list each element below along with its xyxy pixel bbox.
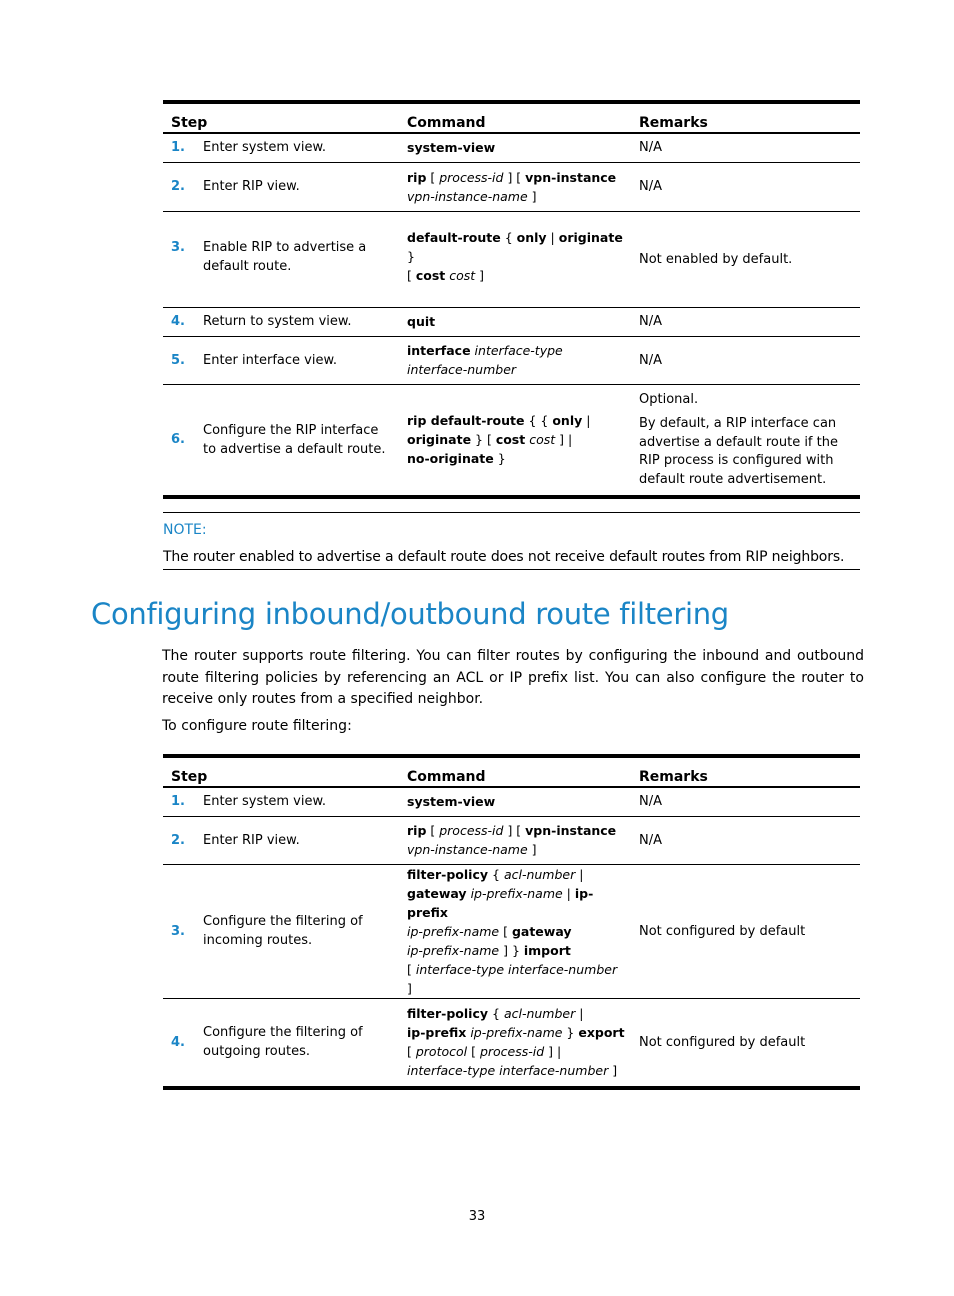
header-remarks: Remarks xyxy=(631,102,860,133)
remarks-cell: N/A xyxy=(631,336,860,384)
step-text: Enter RIP view. xyxy=(193,816,399,864)
remarks-cell: Not configured by default xyxy=(631,864,860,998)
section-intro: To configure route filtering: xyxy=(162,718,352,734)
command-cell: rip [ process-id ] [ vpn-instance vpn-instance-name ] xyxy=(399,816,631,864)
rip-default-route-table xyxy=(163,100,860,499)
header-command: Command xyxy=(399,756,631,787)
step-number: 6. xyxy=(163,384,193,497)
remarks-cell: N/A xyxy=(631,162,860,211)
step-text: Enter system view. xyxy=(193,133,399,162)
header-remarks: Remarks xyxy=(631,756,860,787)
step-text: Configure the RIP interface to advertise a default route. xyxy=(193,384,399,497)
remarks-cell: Optional. By default, a RIP interface can advertise a default route if the RIP process is configured with default route advertisement. xyxy=(631,384,860,497)
section-paragraph: The router supports route filtering. You can filter routes by configuring the inbound and outbound route filtering policies by referencing an ACL or IP prefix list. You can also configure the router to receive only routes from a specified neighbor. xyxy=(162,648,864,707)
command-cell: default-route { only | originate } [ cost cost ] xyxy=(399,211,631,307)
remarks-cell: Not configured by default xyxy=(631,998,860,1088)
step-text: Configure the filtering of incoming routes. xyxy=(193,864,399,998)
section-heading: Configuring inbound/outbound route filtering xyxy=(91,597,729,631)
header-step: Step xyxy=(163,756,399,787)
command-cell xyxy=(399,133,631,162)
table-row xyxy=(163,133,860,162)
remarks-cell: Not enabled by default. xyxy=(631,211,860,307)
table-row xyxy=(163,864,860,998)
step-number: 4. xyxy=(163,998,193,1088)
remarks-cell: N/A xyxy=(631,307,860,336)
note-box xyxy=(163,512,860,570)
table-row xyxy=(163,307,860,336)
step-number: 5. xyxy=(163,336,193,384)
command-cell: rip [ process-id ] [ vpn-instance vpn-instance-name ] xyxy=(399,162,631,211)
table-row xyxy=(163,162,860,211)
step-number: 1. xyxy=(163,787,193,816)
table-row xyxy=(163,998,860,1088)
step-number: 2. xyxy=(163,162,193,211)
header-command: Command xyxy=(399,102,631,133)
step-number: 2. xyxy=(163,816,193,864)
command-cell: quit xyxy=(399,307,631,336)
step-text: Configure the filtering of outgoing routes. xyxy=(193,998,399,1088)
step-text: Enable RIP to advertise a default route. xyxy=(193,211,399,307)
table-header xyxy=(163,102,860,133)
command-cell: system-view xyxy=(399,787,631,816)
table-row xyxy=(163,211,860,307)
step-text: Enter RIP view. xyxy=(193,162,399,211)
table-row xyxy=(163,787,860,816)
table-row xyxy=(163,384,860,497)
command-cell: interface interface-type interface-number xyxy=(399,336,631,384)
table-header xyxy=(163,756,860,787)
page-number: 33 xyxy=(468,1209,486,1224)
step-number: 4. xyxy=(163,307,193,336)
route-filtering-table xyxy=(163,754,860,1090)
command-keyword: system-view xyxy=(407,140,496,156)
remarks-cell: N/A xyxy=(631,787,860,816)
step-text: Enter interface view. xyxy=(193,336,399,384)
step-text: Enter system view. xyxy=(193,787,399,816)
table-row xyxy=(163,816,860,864)
command-cell: filter-policy { acl-number | gateway ip-prefix-name | ip-prefix ip-prefix-name [ gateway ip-prefix-name ] } import [ interface-type interface-number ] xyxy=(399,864,631,998)
remarks-cell: N/A xyxy=(631,133,860,162)
step-number: 3. xyxy=(163,864,193,998)
note-label: NOTE: xyxy=(163,522,207,538)
step-number: 1. xyxy=(163,133,193,162)
table-row xyxy=(163,336,860,384)
command-cell: rip default-route { { only | originate } [ cost cost ] | no-originate } xyxy=(399,384,631,497)
note-text: The router enabled to advertise a default route does not receive default routes from RIP neighbors. xyxy=(163,549,845,565)
remarks-cell: N/A xyxy=(631,816,860,864)
step-text: Return to system view. xyxy=(193,307,399,336)
step-number: 3. xyxy=(163,211,193,307)
command-cell: filter-policy { acl-number | ip-prefix ip-prefix-name } export [ protocol [ process-id ] | interface-type interface-number ] xyxy=(399,998,631,1088)
header-step: Step xyxy=(163,102,399,133)
